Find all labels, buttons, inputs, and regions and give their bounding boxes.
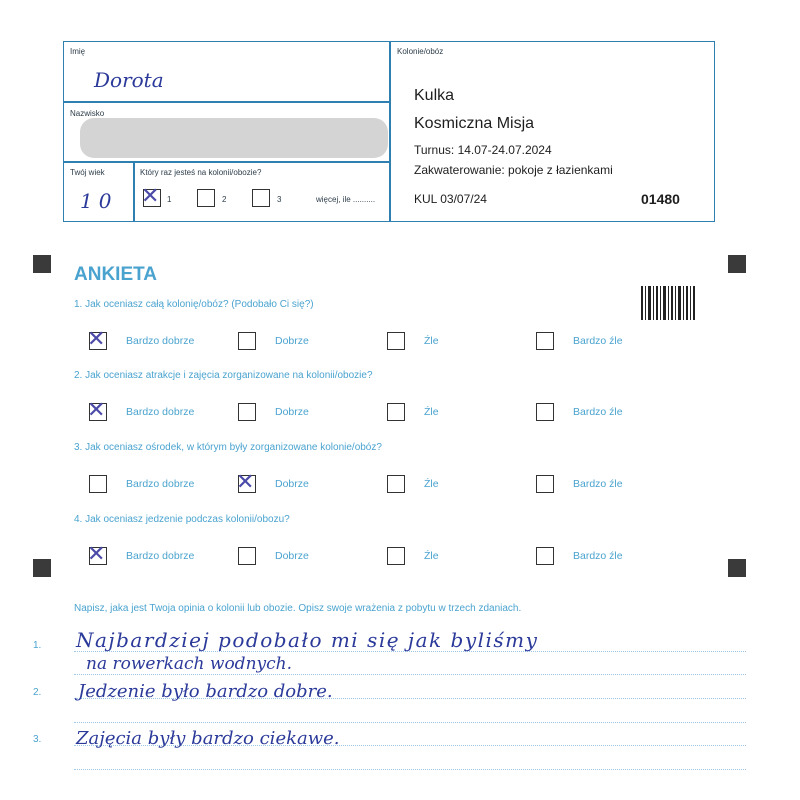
organizer-name: Kulka: [414, 87, 455, 104]
rating-option-label: Dobrze: [275, 335, 309, 347]
rating-checkbox[interactable]: [536, 547, 554, 565]
rating-checkbox[interactable]: [87, 327, 107, 352]
wiek-label: Twój wiek: [70, 168, 105, 177]
answer-1-line-1[interactable]: Najbardziej podobało mi się jak byliśmy: [76, 628, 539, 652]
ktory-raz-checkbox-2[interactable]: [197, 189, 215, 207]
question-text: 3. Jak oceniasz ośrodek, w którym były zorganizowane kolonie/obóz?: [74, 442, 382, 453]
rating-option-label: Źle: [424, 406, 439, 418]
rating-option-label: Źle: [424, 478, 439, 490]
answer-2[interactable]: Jedzenie było bardzo dobre.: [78, 681, 333, 702]
checkmark-x-icon: ✕: [87, 327, 106, 352]
rating-checkbox[interactable]: [536, 403, 554, 421]
rating-option-label: Bardzo dobrze: [126, 550, 195, 562]
rating-checkbox[interactable]: [87, 542, 107, 567]
rating-option-label: Bardzo źle: [573, 406, 623, 418]
imie-value[interactable]: Dorota: [94, 68, 164, 92]
registration-marker-bottom-left: [33, 559, 51, 577]
answer-line: [74, 722, 746, 723]
answer-line: [74, 769, 746, 770]
wiecej-label: więcej, ile ..........: [316, 195, 376, 204]
camp-name: Kosmiczna Misja: [414, 115, 535, 132]
rating-checkbox[interactable]: [238, 332, 256, 350]
wiek-value[interactable]: 10: [80, 189, 118, 213]
header-vertical-divider: [389, 41, 391, 222]
question-text: 4. Jak oceniasz jedzenie podczas kolonii/obozu?: [74, 514, 290, 525]
opinion-instruction: Napisz, jaka jest Twoja opinia o kolonii lub obozie. Opisz swoje wrażenia z pobytu w trzech zdaniach.: [74, 603, 522, 614]
answer-number-3: 3.: [33, 734, 42, 745]
answer-line: [74, 674, 746, 675]
zakwaterowanie: Zakwaterowanie: pokoje z łazienkami: [414, 163, 613, 177]
rating-option-label: Bardzo źle: [573, 550, 623, 562]
nazwisko-label: Nazwisko: [70, 109, 105, 118]
rating-option-label: Bardzo dobrze: [126, 478, 195, 490]
barcode-icon: [641, 286, 695, 320]
ktory-raz-label: Który raz jesteś na kolonii/obozie?: [140, 168, 262, 177]
rating-option-label: Bardzo dobrze: [126, 335, 195, 347]
registration-marker-bottom-right: [728, 559, 746, 577]
rating-option-label: Bardzo źle: [573, 478, 623, 490]
rating-checkbox[interactable]: [536, 332, 554, 350]
rating-checkbox[interactable]: [238, 403, 256, 421]
rating-checkbox[interactable]: [536, 475, 554, 493]
camp-code: KUL 03/07/24: [414, 192, 487, 206]
checkmark-x-icon: ✕: [236, 470, 255, 495]
nazwisko-redacted: [80, 118, 388, 158]
question-text: 1. Jak oceniasz całą kolonię/obóz? (Podobało Ci się?): [74, 299, 314, 310]
checkmark-x-icon: ✕: [87, 398, 106, 423]
rating-checkbox[interactable]: [387, 547, 405, 565]
ktory-raz-checkbox-3[interactable]: [252, 189, 270, 207]
header-age-divider: [133, 161, 135, 222]
answer-number-2: 2.: [33, 687, 42, 698]
ktory-raz-option-3: 3: [277, 195, 282, 204]
rating-option-label: Bardzo źle: [573, 335, 623, 347]
rating-checkbox[interactable]: [87, 398, 107, 423]
ktory-raz-option-1: 1: [167, 195, 172, 204]
rating-checkbox[interactable]: [89, 475, 107, 493]
header-row-divider-1: [63, 101, 390, 103]
form-number: 01480: [641, 191, 680, 207]
rating-checkbox[interactable]: [387, 332, 405, 350]
rating-checkbox[interactable]: [236, 470, 256, 495]
registration-marker-top-left: [33, 255, 51, 273]
answer-1-line-2[interactable]: na rowerkach wodnych.: [86, 654, 292, 674]
turnus: Turnus: 14.07-24.07.2024: [414, 143, 552, 157]
rating-checkbox[interactable]: [238, 547, 256, 565]
checkmark-x-icon: ✕: [141, 184, 160, 209]
kolonie-label: Kolonie/obóz: [397, 47, 444, 56]
imie-label: Imię: [70, 47, 86, 56]
rating-option-label: Bardzo dobrze: [126, 406, 195, 418]
question-text: 2. Jak oceniasz atrakcje i zajęcia zorganizowane na kolonii/obozie?: [74, 370, 373, 381]
rating-option-label: Źle: [424, 335, 439, 347]
ktory-raz-option-2: 2: [222, 195, 227, 204]
rating-option-label: Źle: [424, 550, 439, 562]
checkmark-x-icon: ✕: [87, 542, 106, 567]
rating-checkbox[interactable]: [387, 403, 405, 421]
answer-3[interactable]: Zajęcia były bardzo ciekawe.: [76, 728, 340, 749]
ktory-raz-checkbox-1[interactable]: [141, 184, 161, 209]
rating-option-label: Dobrze: [275, 478, 309, 490]
rating-checkbox[interactable]: [387, 475, 405, 493]
answer-number-1: 1.: [33, 640, 42, 651]
rating-option-label: Dobrze: [275, 550, 309, 562]
survey-title: ANKIETA: [74, 264, 158, 285]
registration-marker-top-right: [728, 255, 746, 273]
header-row-divider-2: [63, 161, 390, 163]
rating-option-label: Dobrze: [275, 406, 309, 418]
